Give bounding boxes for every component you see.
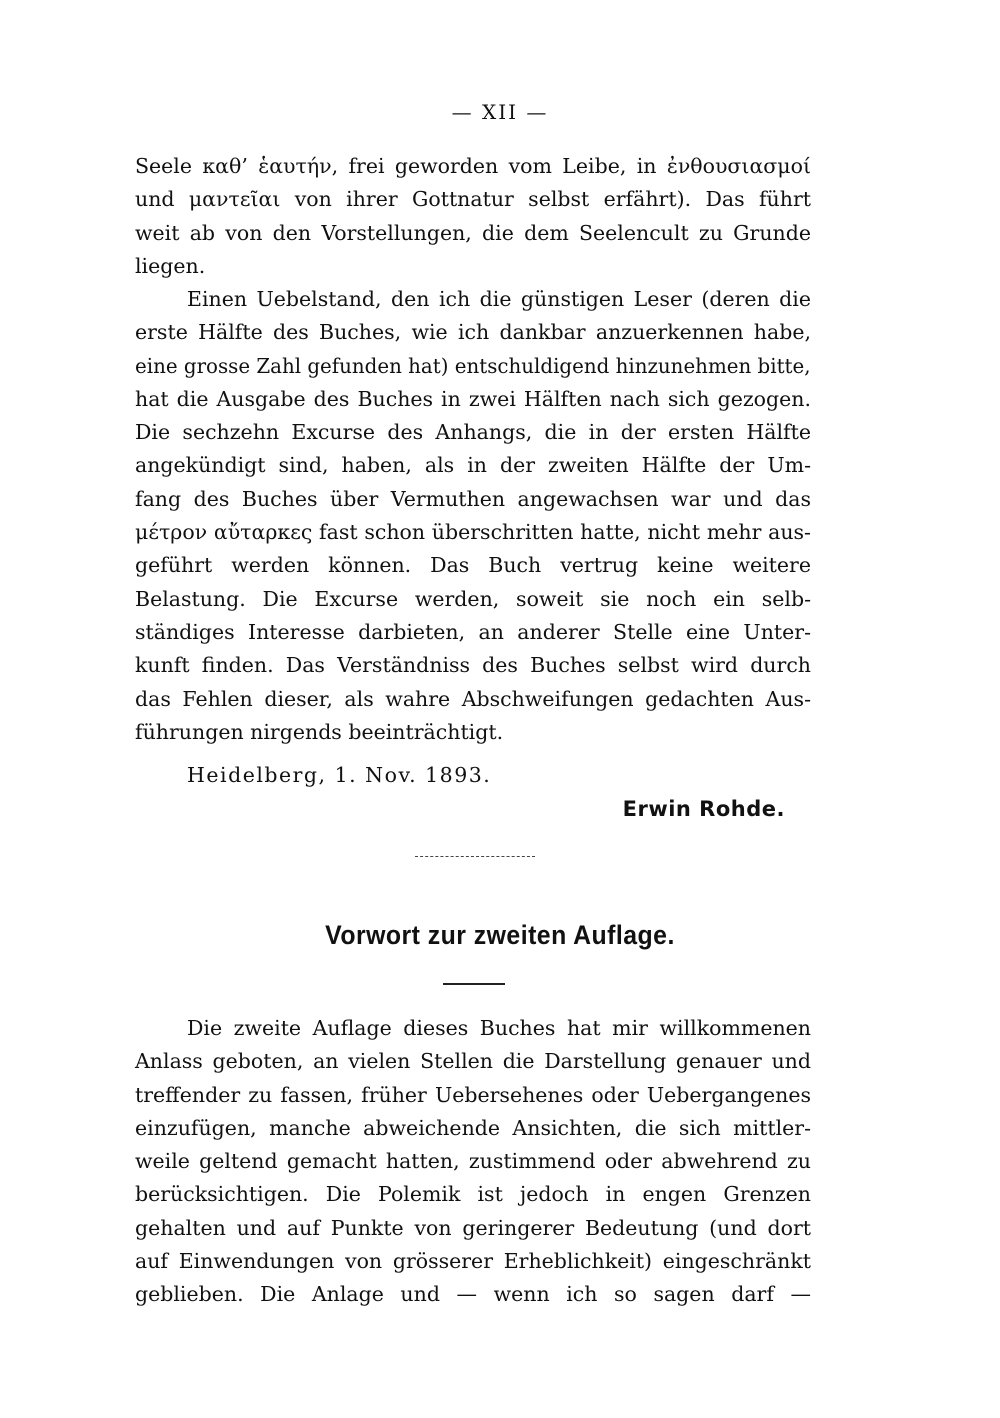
section-divider [415,856,535,858]
section-heading: Vorwort zur zweiten Auflage. [325,920,675,950]
paragraph-line: geführt werden können. Das Buch vertrug keine weitere [135,553,811,578]
paragraph-line: und μαντεῖαι von ihrer Gottnatur selbst erfährt). Das führt [135,187,811,212]
paragraph-line: Einen Uebelstand, den ich die günstigen Leser (deren die [187,287,811,311]
paragraph-line: eine grosse Zahl gefunden hat) entschuldigend hinzunehmen bitte, [135,353,811,378]
paragraph-line: weit ab von den Vorstellungen, die dem Seelencult zu Grunde [135,220,811,245]
paragraph-3 [135,1012,811,1312]
paragraph-1 [135,150,811,283]
paragraph-line: erste Hälfte des Buches, wie ich dankbar anzuerkennen habe, [135,320,811,345]
paragraph-line: Anlass geboten, an vielen Stellen die Darstellung genauer und [135,1049,811,1074]
author-signature: Erwin Rohde. [622,797,785,821]
paragraph-line: auf Einwendungen von grösserer Erheblichkeit) eingeschränkt [135,1249,811,1274]
paragraph-line: angekündigt sind, haben, als in der zweiten Hälfte der Um- [135,453,811,478]
paragraph-line: Die zweite Auflage dieses Buches hat mir willkommenen [187,1016,811,1040]
paragraph-line: führungen nirgends beeinträchtigt. [135,719,504,744]
paragraph-line: Seele καθ’ ἑαυτήν, frei geworden vom Leibe, in ἐνθουσιασμοί [135,154,811,178]
date-line: Heidelberg, 1. Nov. 1893. [187,763,492,787]
paragraph-line: kunft finden. Das Verständniss des Buches selbst wird durch [135,653,811,678]
paragraph-line: gehalten und auf Punkte von geringerer Bedeutung (und dort [135,1215,811,1240]
paragraph-line: Belastung. Die Excurse werden, soweit sie noch ein selb- [135,586,811,611]
paragraph-line: weile geltend gemacht hatten, zustimmend oder abwehrend zu [135,1149,811,1174]
paragraph-2 [135,283,811,749]
paragraph-line: einzufügen, manche abweichende Ansichten, die sich mittler- [135,1115,811,1140]
paragraph-line: geblieben. Die Anlage und — wenn ich so sagen darf — [135,1282,811,1307]
paragraph-line: Die sechzehn Excurse des Anhangs, die in der ersten Hälfte [135,420,811,445]
paragraph-line: ständiges Interesse darbieten, an anderer Stelle eine Unter- [135,619,811,644]
paragraph-line: das Fehlen dieser, als wahre Abschweifungen gedachten Aus- [135,686,811,711]
paragraph-line: liegen. [135,253,206,278]
paragraph-line: fang des Buches über Vermuthen angewachsen war und das [135,486,811,511]
heading-rule [443,983,505,985]
paragraph-line: berücksichtigen. Die Polemik ist jedoch in engen Grenzen [135,1182,811,1207]
paragraph-line: hat die Ausgabe des Buches in zwei Hälften nach sich gezogen. [135,386,811,411]
page-number: — XII — [451,100,549,124]
paragraph-line: μέτρον αὔταρκες fast schon überschritten hatte, nicht mehr aus- [135,520,811,545]
paragraph-line: treffender zu fassen, früher Uebersehenes oder Uebergangenes [135,1082,811,1107]
